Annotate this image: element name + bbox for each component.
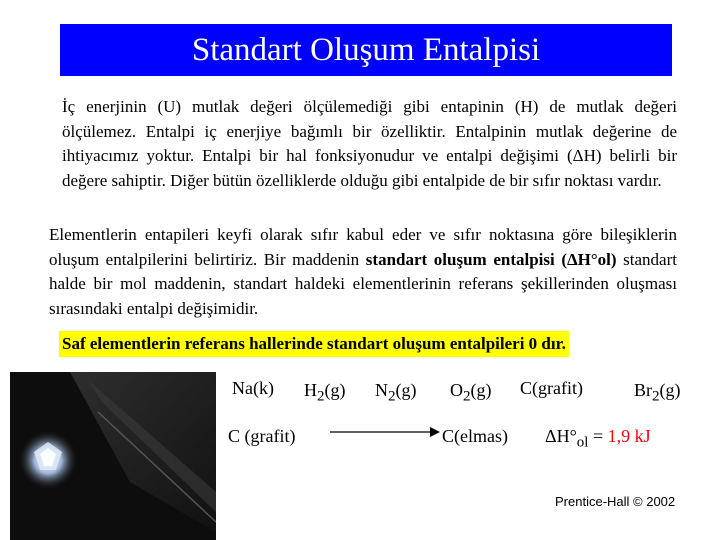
- reaction-reactant: C (grafit): [228, 426, 296, 446]
- definition-text-end: standart halde bir mol maddenin, standart haldeki elementlerinin referans şekillerinden oluşması sırasındaki entalpi değişimidir.: [49, 249, 677, 318]
- paragraph-intro: İç enerjinin (U) mutlak değeri ölçülemediği gibi entapinin (H) de mutlak değeri ölçülemez. Entalpi iç enerjiye bağımlı bir özelliktir. Entalpinin mutlak değerine de ihtiyacımız yoktur. Entalpi bir hal fonksiyonudur ve entalpi değişimi (ΔH) belirli bir değere sahiptir. Diğer bütün özelliklerde olduğu gibi entalpide de bir sıfır noktası vardır.: [62, 97, 677, 190]
- element-n2: $N_2(g)$: [375, 380, 417, 405]
- reaction-arrow-icon: [330, 422, 440, 442]
- publisher-credit: Prentice-Hall © 2002: [555, 494, 676, 509]
- definition-term: standart oluşum entalpisi (ΔH°ol): [365, 249, 617, 269]
- enthalpy-change: $\Delta H^\circ_{ol} = 1,9$ kJ: [545, 426, 651, 451]
- diamond-pencil-photo: [10, 372, 216, 540]
- element-h2: $H_2(g)$: [304, 380, 346, 405]
- enthalpy-value: 1,9 kJ: [607, 426, 651, 446]
- element-o2: $O_2(g)$: [450, 380, 492, 405]
- slide-title: Standart Oluşum Entalpisi: [60, 24, 672, 76]
- reaction-product: C(elmas): [442, 426, 508, 446]
- element-br2: $Br_2(g)$: [634, 380, 681, 405]
- photo-illustration: [10, 372, 216, 540]
- paragraph-definition: [49, 223, 677, 321]
- element-c-graphite: C(grafit): [520, 378, 583, 398]
- definition-text-start: Elementlerin entapileri keyfi olarak sıfır kabul eder ve sıfır noktasına göre bileşiklerin oluşum entalpilerini belirtiriz. Bir maddenin: [49, 225, 677, 269]
- element-na: Na(k): [232, 378, 274, 398]
- highlighted-statement: Saf elementlerin referans hallerinde standart oluşum entalpileri 0 dır.: [59, 331, 569, 357]
